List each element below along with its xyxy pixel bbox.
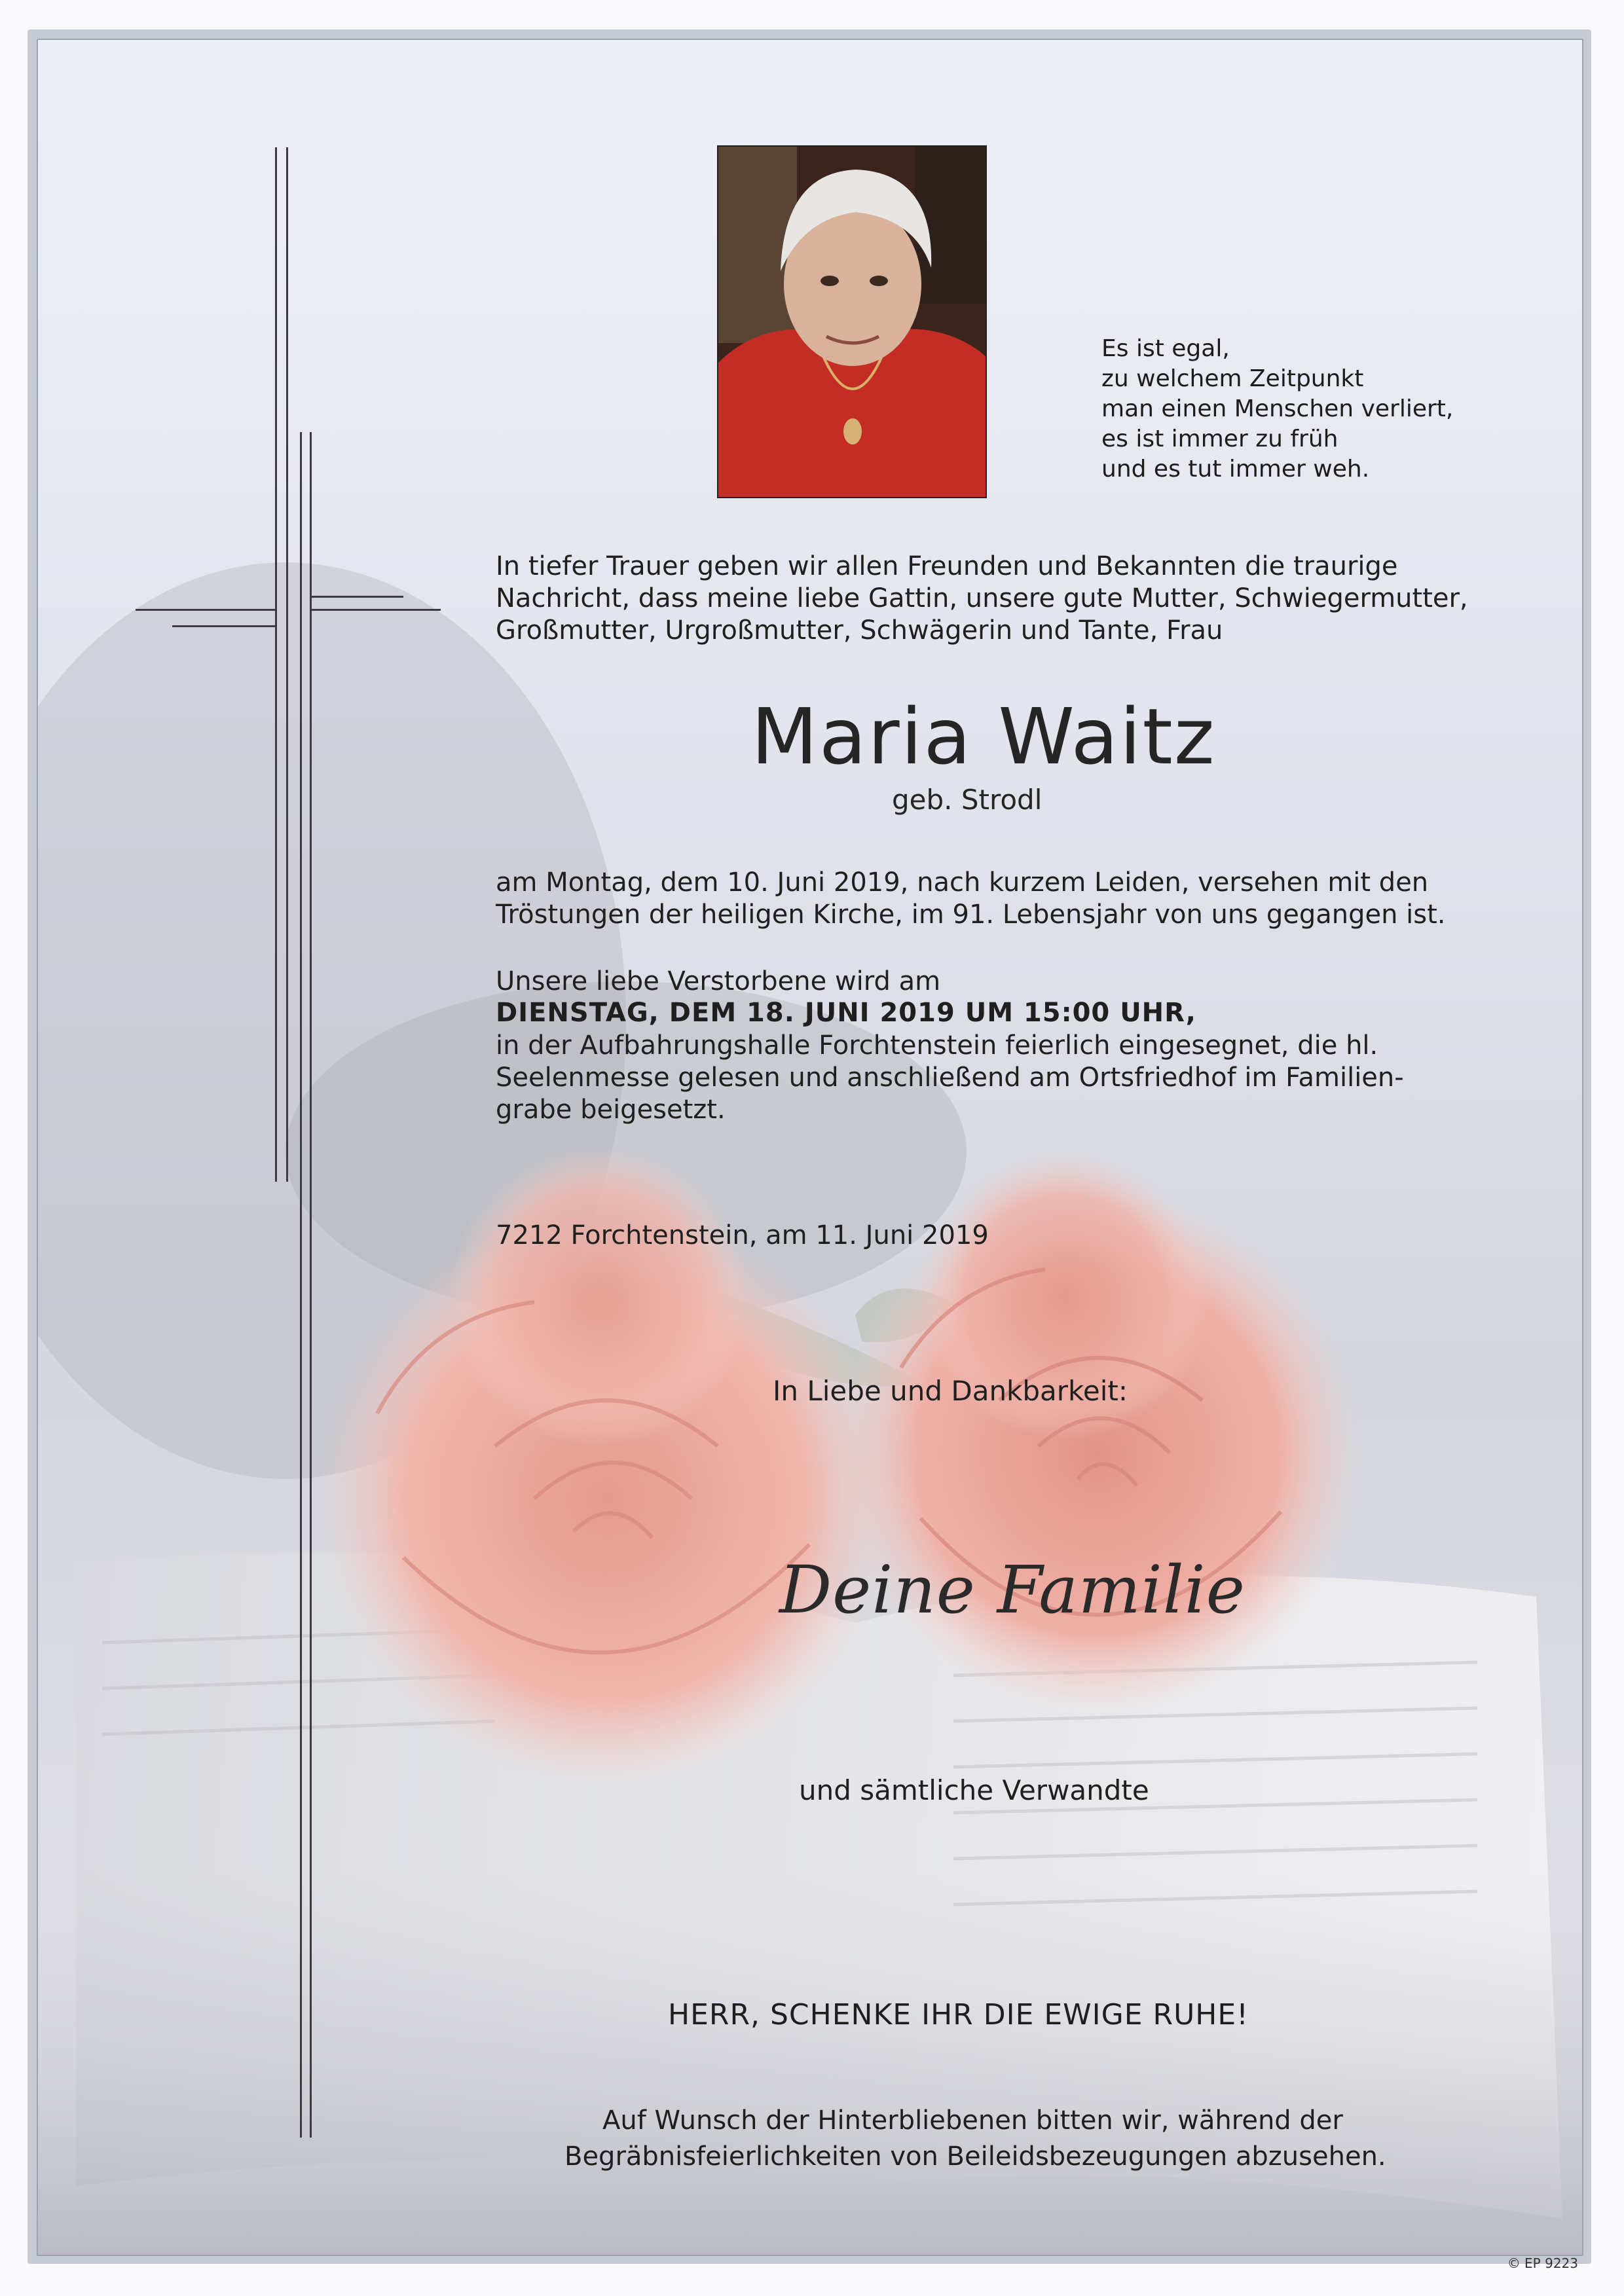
poem-line: zu welchem Zeitpunkt [1101, 365, 1364, 392]
death-line: Tröstungen der heiligen Kirche, im 91. Lebensjahr von uns gegangen ist. [496, 900, 1446, 930]
funeral-line: in der Aufbahrungshalle Forchtenstein feierlich eingesegnet, die hl. [496, 1030, 1378, 1061]
portrait-photo [717, 145, 987, 498]
poem-block [1101, 334, 1494, 484]
funeral-intro: Unsere liebe Verstorbene wird am [496, 966, 941, 996]
intro-line: Großmutter, Urgroßmutter, Schwägerin und Tante, Frau [496, 615, 1223, 646]
request-line: Auf Wunsch der Hinterbliebenen bitten wir, während der [602, 2105, 1343, 2136]
poem-line: es ist immer zu früh [1101, 426, 1338, 452]
funeral-date: DIENSTAG, DEM 18. JUNI 2019 UM 15:00 UHR, [496, 998, 1196, 1028]
poem-line: man einen Menschen verliert, [1101, 395, 1454, 422]
intro-line: Nachricht, dass meine liebe Gattin, unsere gute Mutter, Schwiegermutter, [496, 583, 1468, 613]
dedication: In Liebe und Dankbarkeit: [773, 1375, 1128, 1407]
funeral-line: grabe beigesetzt. [496, 1095, 726, 1125]
place-date: 7212 Forchtenstein, am 11. Juni 2019 [496, 1220, 989, 1250]
intro-line: In tiefer Trauer geben wir allen Freunden und Bekannten die traurige [496, 551, 1398, 581]
signature: Deine Familie [779, 1552, 1246, 1628]
funeral-line: Seelenmesse gelesen und anschließend am Ortsfriedhof im Familien- [496, 1063, 1404, 1093]
birth-name: geb. Strodl [892, 784, 1043, 816]
deceased-name: Maria Waitz [751, 691, 1216, 782]
prayer: HERR, SCHENKE IHR DIE EWIGE RUHE! [668, 1998, 1249, 2032]
copyright: © EP 9223 [1507, 2255, 1578, 2271]
death-line: am Montag, dem 10. Juni 2019, nach kurzem Leiden, versehen mit den [496, 867, 1429, 898]
relatives: und sämtliche Verwandte [799, 1774, 1149, 1806]
poem-line: und es tut immer weh. [1101, 456, 1370, 483]
poem-line: Es ist egal, [1101, 335, 1230, 362]
request-line: Begräbnisfeierlichkeiten von Beileidsbezeugungen abzusehen. [564, 2141, 1386, 2172]
